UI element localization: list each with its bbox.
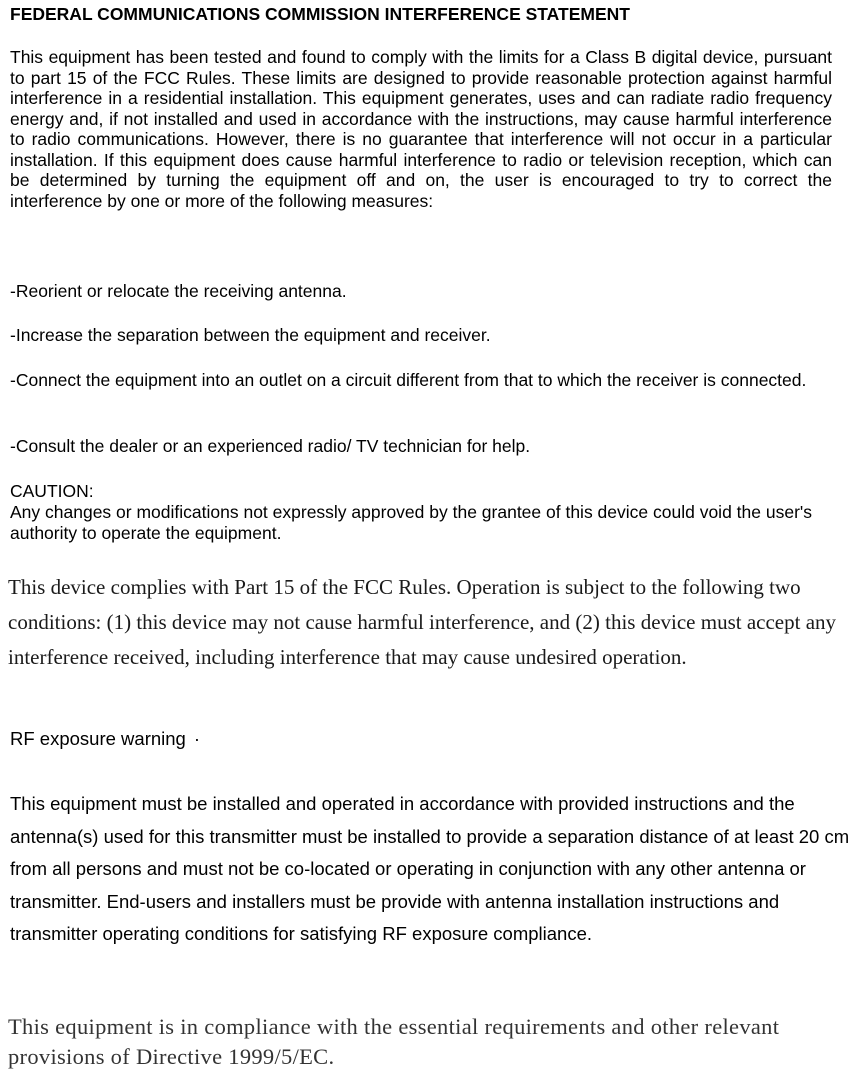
rf-title-mark: · xyxy=(193,728,201,749)
rf-exposure-paragraph: This equipment must be installed and operated in accordance with provided instructions and the antenna(s) used for this transmitter must be installed to provide a separation distance of at least 20 cm from all persons and must not be co-located or operating in conjunction with any other antenna or transmitter. End-users and installers must be provide with antenna installation instructions and transmitter operating conditions for satisfying RF exposure compliance. xyxy=(10,793,850,944)
rf-exposure-title: RF exposure warning xyxy=(10,728,186,749)
measure-item: -Increase the separation between the equipment and receiver. xyxy=(10,325,491,345)
page-title: FEDERAL COMMUNICATIONS COMMISSION INTERFERENCE STATEMENT xyxy=(10,4,630,24)
directive-paragraph: This equipment is in compliance with the essential requirements and other relevant provisions of Directive 1999/5/EC. xyxy=(8,1014,780,1069)
measure-item: -Reorient or relocate the receiving antenna. xyxy=(10,281,347,301)
measure-item: -Connect the equipment into an outlet on a circuit different from that to which the receiver is connected. xyxy=(10,370,807,390)
measure-item: -Consult the dealer or an experienced radio/ TV technician for help. xyxy=(10,436,531,456)
caution-heading: CAUTION: xyxy=(10,481,94,501)
rf-exposure-heading xyxy=(10,726,200,752)
part15-paragraph: This device complies with Part 15 of the FCC Rules. Operation is subject to the following two conditions: (1) this device may not cause harmful interference, and (2) this device must accept any interference received, including interference that may cause undesired operation. xyxy=(8,575,837,669)
intro-paragraph: This equipment has been tested and found to comply with the limits for a Class B digital device, pursuant to part 15 of the FCC Rules. These limits are designed to provide reasonable protection against harmful interference in a residential installation. This equipment generates, uses and can radiate radio frequency energy and, if not installed and used in accordance with the instructions, may cause harmful interference to radio communications. However, there is no guarantee that interference will not occur in a particular installation. If this equipment does cause harmful interference to radio or television reception, which can be determined by turning the equipment off and on, the user is encouraged to try to correct the interference by one or more of the following measures: xyxy=(10,47,832,211)
caution-text: Any changes or modifications not expressly approved by the grantee of this device could void the user's authority to operate the equipment. xyxy=(10,502,812,543)
